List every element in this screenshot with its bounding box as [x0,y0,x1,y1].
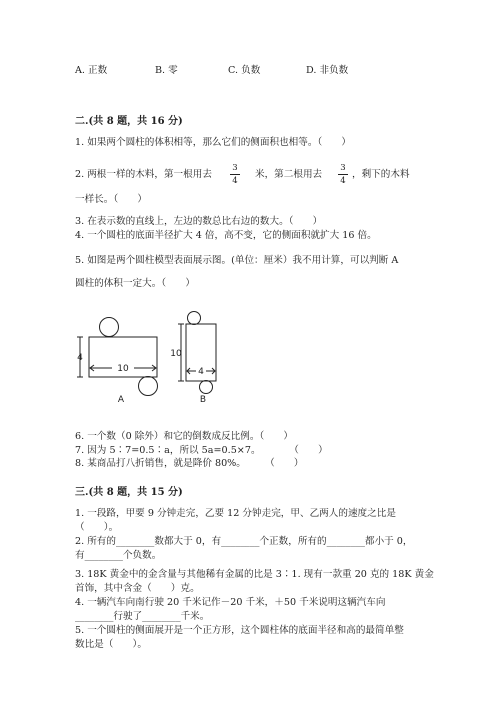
s3-question-5-line1: 5. 一个圆柱的侧面展开是一个正方形，这个圆柱体的底面半径和高的最简单整 [75,625,404,636]
s3-question-2-line2: 有________个负数。 [75,550,162,561]
s3-question-2-line1: 2. 所有的________数都大于 0，有________个正数，所有的________都小于 0， [75,536,413,547]
s2-question-3: 3. 在表示数的直线上，左边的数总比右边的数大。（ ） [75,216,323,227]
s2-question-5-line1: 5. 如图是两个圆柱模型表面展示图。(单位：厘米）我不用计算，可以判断 A [75,255,399,266]
option-c: C. 负数 [228,65,261,76]
fraction-three-quarters-2 [338,163,348,186]
label-a: A [117,395,125,405]
fraction-three-quarters [230,163,240,186]
fraction-denominator: 4 [340,176,346,186]
s3-question-3-line1: 3. 18K 黄金中的金含量与其他稀有金属的比是 3∶1. 现有一款重 20 克的 18K 黄金 [75,569,434,580]
s2-question-4: 4. 一个圆柱的底面半径扩大 4 倍，高不变，它的侧面积就扩大 16 倍。 [75,230,377,241]
s3-question-4-line2: ________行驶了________千米。 [75,611,210,622]
cylinder-b-side [186,324,216,381]
s2-question-5-line2: 圆柱的体积一定大。（ ） [75,278,195,289]
cylinder-a-top-circle [100,318,119,337]
cylinder-b-top-circle [188,312,201,325]
s3-question-3-line2: 首饰，其中含金（ ）克。 [75,583,200,594]
section3-title: 三.(共 8 题，共 15 分) [75,487,183,498]
cylinder-b-bottom-circle [200,381,213,394]
s3-question-5-line2: 数比是（ ）。 [75,639,147,650]
a-width-label: 10 [117,364,129,374]
s2-question-2-part3: ，剩下的木料 [352,169,410,180]
b-height-label: 10 [170,349,182,359]
b-width-label: 4 [198,367,204,377]
s2-question-6: 6. 一个数（0 除外）和它的倒数成反比例。（ ） [75,431,294,442]
s3-question-1-line2: （ ）。 [75,522,119,533]
option-b: B. 零 [155,65,178,76]
cylinder-a-bottom-circle [139,377,158,396]
fraction-numerator: 3 [232,163,238,173]
cylinder-a-side [89,337,157,377]
fraction-numerator: 3 [340,163,346,173]
a-height-label: 4 [77,353,83,363]
s2-question-7: 7. 因为 5∶7=0.5∶a，所以 5a=0.5×7。 （ ） [75,445,328,456]
s3-question-1-line1: 1. 一段路，甲要 9 分钟走完，乙要 12 分钟走完，甲、乙两人的速度之比是 [75,508,396,519]
s2-question-2-part1: 2. 两根一样的木料，第一根用去 [75,169,212,180]
s2-question-2-part4: 一样长。（ ） [75,194,147,205]
option-a: A. 正数 [75,65,108,76]
fraction-denominator: 4 [232,176,238,186]
s2-question-1: 1. 如果两个圆柱的体积相等，那么它们的侧面积也相等。（ ） [75,137,352,148]
option-d: D. 非负数 [306,65,349,76]
label-b: B [199,395,207,405]
s2-question-2-part2: 米，第二根用去 [255,169,323,180]
section2-title: 二.(共 8 题，共 16 分) [75,116,183,127]
s2-question-8: 8. 某商品打八折销售，就是降价 80%。 （ ） [75,458,304,469]
s3-question-4-line1: 4. 一辆汽车向南行驶 20 千米记作－20 千米，＋50 千米说明这辆汽车向 [75,597,386,608]
